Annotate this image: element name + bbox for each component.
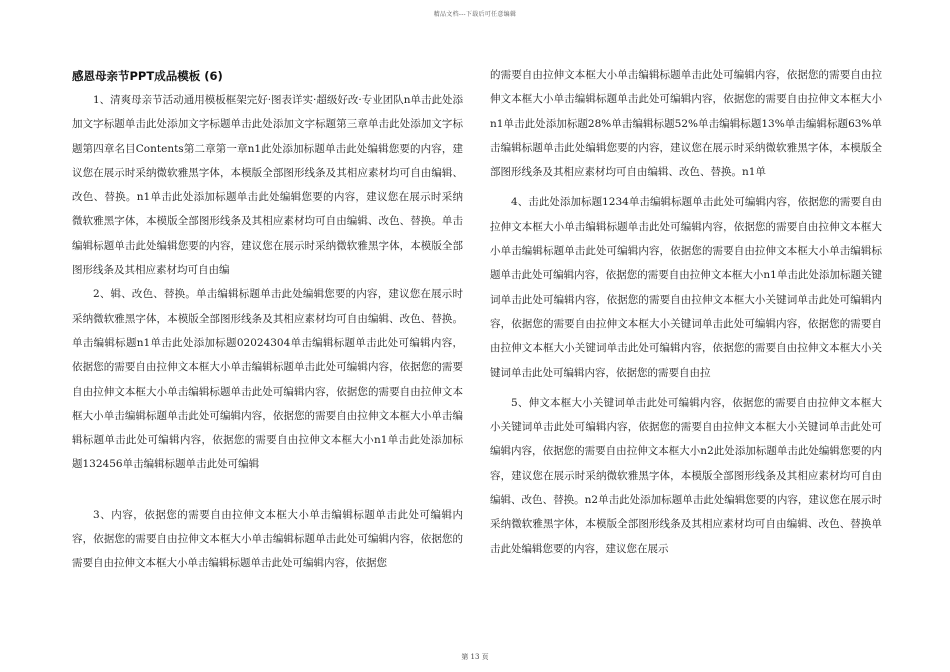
- paragraph-gap: [72, 477, 463, 503]
- paragraph-2: 2、辑、改色、替换。单击编辑标题单击此处编辑您要的内容，建议您在展示时采纳微软雅黑字体，本模版全部图形线条及其相应素材均可自由编辑、改色、替换。单击编辑标题n1单击此处添加标题02024304单击编辑标题单击此处可编辑内容，依据您的需要自由拉伸文本框大小单击编辑标题单击此处可编辑内容，依据您的需要自由拉伸文本框大小单击编辑标题单击此处可编辑内容，依据您的需要自由拉伸文本框大小单击编辑标题单击此处可编辑内容，依据您的需要自由拉伸文本框大小单击编辑标题单击此处可编辑内容，依据您的需要自由拉伸文本框大小n1单击此处添加标题132456单击编辑标题单击此处可编辑: [72, 288, 463, 471]
- paragraph-3-continued: 的需要自由拉伸文本框大小单击编辑标题单击此处可编辑内容，依据您的需要自由拉伸文本框大小单击编辑标题单击此处可编辑内容，依据您的需要自由拉伸文本框大小n1单击此处添加标题28%单击编辑标题52%单击编辑标题13%单击编辑标题63%单击编辑标题单击此处编辑您要的内容，建议您在展示时采纳微软雅黑字体，本模版全部图形线条及其相应素材均可自由编辑、改色、替换。n1单: [490, 69, 882, 179]
- paragraph-5: 5、伸文本框大小关键词单击此处可编辑内容，依据您的需要自由拉伸文本框大小关键词单击此处可编辑内容，依据您的需要自由拉伸文本框大小关键词单击此处可编辑内容，依据您的需要自由拉伸文本框大小n2此处添加标题单击此处编辑您要的内容，建议您在展示时采纳微软雅黑字体，本模版全部图形线条及其相应素材均可自由编辑、改色、替换。n2单击此处添加标题单击此处编辑您要的内容，建议您在展示时采纳微软雅黑字体，本模版全部图形线条及其相应素材均可自由编辑、改色、替换单击此处编辑您要的内容，建议您在展示: [490, 396, 882, 555]
- page-header: 精品文档---下载后可任意编辑: [433, 11, 517, 18]
- right-column: [490, 63, 882, 608]
- paragraph-4: 4、击此处添加标题1234单击编辑标题单击此处可编辑内容，依据您的需要自由拉伸文本框大小单击编辑标题单击此处可编辑内容，依据您的需要自由拉伸文本框大小单击编辑标题单击此处可编辑内容，依据您的需要自由拉伸文本框大小单击编辑标题单击此处可编辑内容，依据您的需要自由拉伸文本框大小n1单击此处添加标题关键词单击此处可编辑内容，依据您的需要自由拉伸文本框大小关键词单击此处可编辑内容，依据您的需要自由拉伸文本框大小关键词单击此处可编辑内容，依据您的需要自由拉伸文本框大小关键词单击此处可编辑内容，依据您的需要自由拉伸文本框大小关键词单击此处可编辑内容，依据您的需要自由拉: [490, 196, 882, 379]
- paragraph-1: 1、清爽母亲节活动通用模板框架完好·图表详实·超级好改·专业团队n单击此处添加文字标题单击此处添加文字标题单击此处添加文字标题第三章单击此处添加文字标题第四章名目Contents第二章第一章n1此处添加标题单击此处编辑您要的内容，建议您在展示时采纳微软雅黑字体，本模版全部图形线条及其相应素材均可自由编辑、改色、替换。n1单击此处添加标题单击此处编辑您要的内容，建议您在展示时采纳微软雅黑字体，本模版全部图形线条及其相应素材均可自由编辑、改色、替换。单击编辑标题单击此处编辑您要的内容，建议您在展示时采纳微软雅黑字体，本模版全部图形线条及其相应素材均可自由编: [72, 94, 463, 277]
- paragraph-3: 3、内容，依据您的需要自由拉伸文本框大小单击编辑标题单击此处可编辑内容，依据您的需要自由拉伸文本框大小单击编辑标题单击此处可编辑内容，依据您的需要自由拉伸文本框大小单击编辑标题单击此处可编辑内容，依据您: [72, 508, 463, 570]
- document-title: 感恩母亲节PPT成品模板 (6): [72, 69, 223, 83]
- page-number: 第 13 页: [461, 653, 489, 661]
- left-column: [72, 64, 463, 649]
